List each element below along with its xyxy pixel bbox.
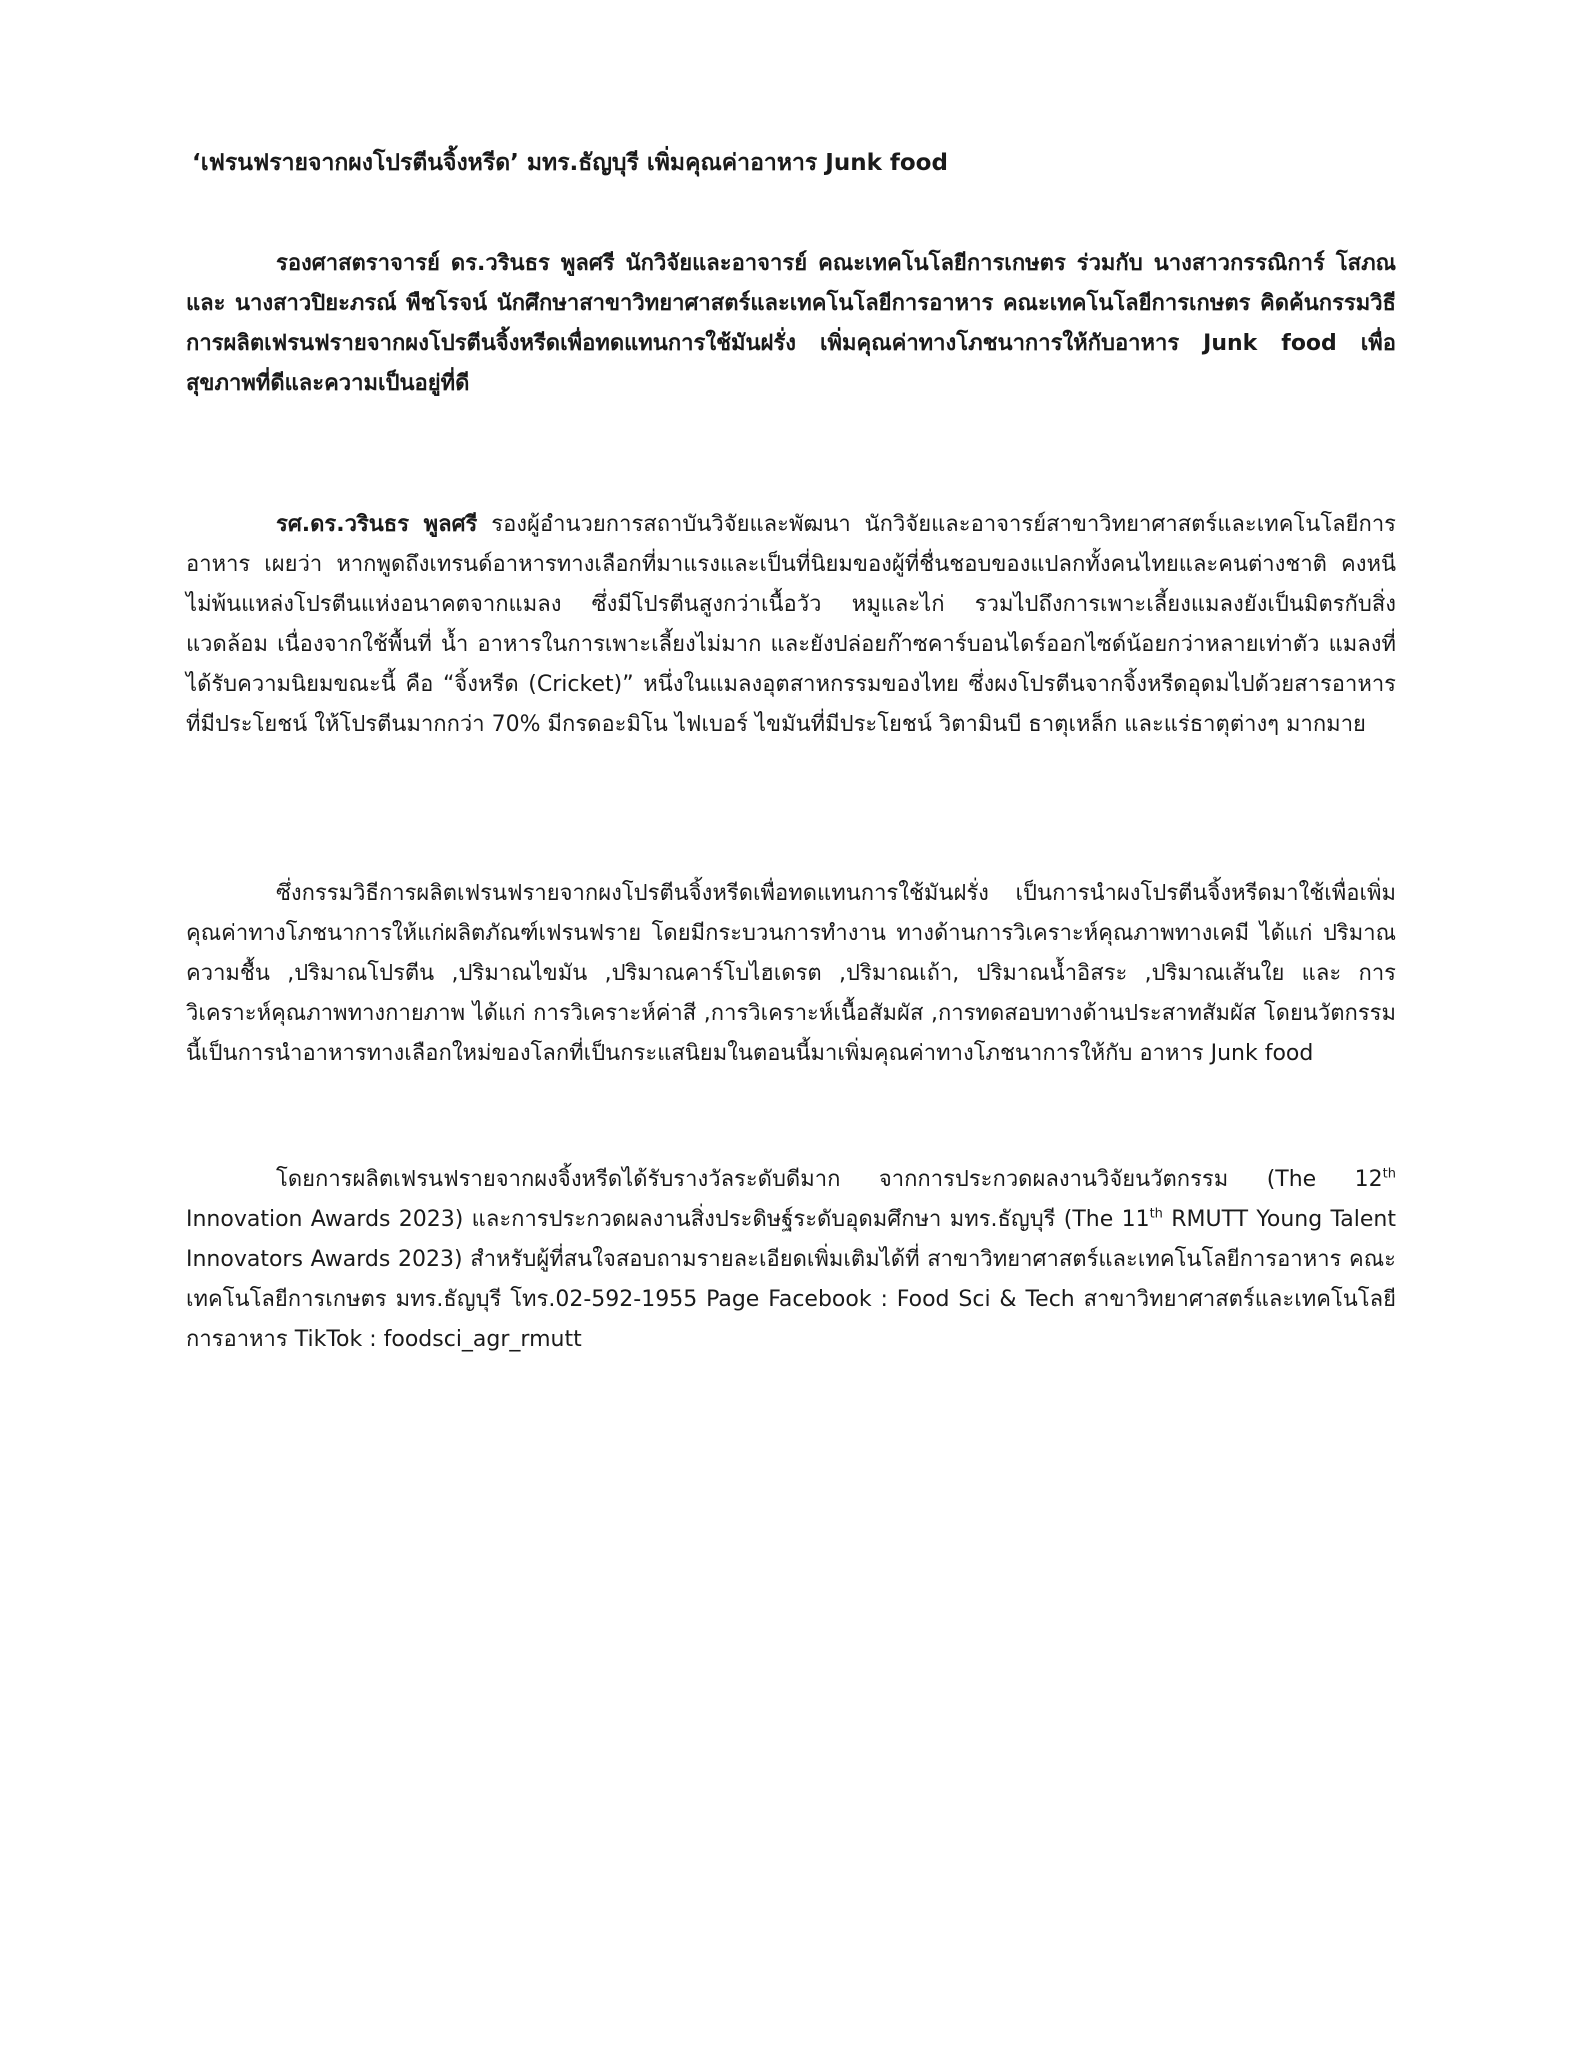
paragraph-4-part-3: RMUTT Young Talent Innovators Awards 2023) สำหรับผู้ที่สนใจสอบถามรายละเอียดเพิ่มเติมได้ที่ สาขาวิทยาศาสตร์และเทคโนโลยีการอาหาร คณะเทคโนโลยีการเกษตร มทร.ธัญบุรี โทร.02-592-1955 Page Facebook : Food Sci & Tech สาขาวิทยาศาสตร์และเทคโนโลยีการอาหาร TikTok : foodsci_agr_rmutt bbox=[186, 1207, 1396, 1352]
lead-paragraph-text: รองศาสตราจารย์ ดร.วรินธร พูลศรี นักวิจัยและอาจารย์ คณะเทคโนโลยีการเกษตร ร่วมกับ นางสาวกรรณิการ์ โสภณ และ นางสาวปิยะภรณ์ พืชโรจน์ นักศึกษาสาขาวิทยาศาสตร์และเทคโนโลยีการอาหาร คณะเทคโนโลยีการเกษตร คิดค้นกรรมวิธีการผลิตเฟรนฟรายจากผงโปรตีนจิ้งหรีดเพื่อทดแทนการใช้มันฝรั่ง เพิ่มคุณค่าทางโภชนาการให้กับอาหาร Junk food เพื่อสุขภาพที่ดีและความเป็นอยู่ที่ดี bbox=[186, 251, 1396, 396]
ordinal-suffix-2: th bbox=[1149, 1206, 1163, 1222]
lead-paragraph bbox=[186, 244, 1396, 404]
paragraph-2-text bbox=[186, 505, 1396, 745]
paragraph-4 bbox=[186, 1160, 1396, 1360]
paragraph-3-text: ซึ่งกรรมวิธีการผลิตเฟรนฟรายจากผงโปรตีนจิ้งหรีดเพื่อทดแทนการใช้มันฝรั่ง เป็นการนำผงโปรตีนจิ้งหรีดมาใช้เพื่อเพิ่มคุณค่าทางโภชนาการให้แก่ผลิตภัณฑ์เฟรนฟราย โดยมีกระบวนการทำงาน ทางด้านการวิเคราะห์คุณภาพทางเคมี ได้แก่ ปริมาณความชื้น ,ปริมาณโปรตีน ,ปริมาณไขมัน ,ปริมาณคาร์โบไฮเดรต ,ปริมาณเถ้า, ปริมาณน้ำอิสระ ,ปริมาณเส้นใย และ การวิเคราะห์คุณภาพทางกายภาพ ได้แก่ การวิเคราะห์ค่าสี ,การวิเคราะห์เนื้อสัมผัส ,การทดสอบทางด้านประสาทสัมผัส โดยนวัตกรรมนี้เป็นการนำอาหารทางเลือกใหม่ของโลกที่เป็นกระแสนิยมในตอนนี้มาเพิ่มคุณค่าทางโภชนาการให้กับ อาหาร Junk food bbox=[186, 881, 1396, 1066]
paragraph-4-part-1: โดยการผลิตเฟรนฟรายจากผงจิ้งหรีดได้รับรางวัลระดับดีมาก จากการประกวดผลงานวิจัยนวัตกรรม (The 12 bbox=[276, 1167, 1383, 1192]
paragraph-3 bbox=[186, 874, 1396, 1074]
paragraph-2-body: รองผู้อำนวยการสถาบันวิจัยและพัฒนา นักวิจัยและอาจารย์สาขาวิทยาศาสตร์และเทคโนโลยีการอาหาร เผยว่า หากพูดถึงเทรนด์อาหารทางเลือกที่มาแรงและเป็นที่นิยมของผู้ที่ชื่นชอบของแปลกทั้งคนไทยและคนต่างชาติ คงหนีไม่พ้นแหล่งโปรตีนแห่งอนาคตจากแมลง ซึ่งมีโปรตีนสูงกว่าเนื้อวัว หมูและไก่ รวมไปถึงการเพาะเลี้ยงแมลงยังเป็นมิตรกับสิ่งแวดล้อม เนื่องจากใช้พื้นที่ น้ำ อาหารในการเพาะเลี้ยงไม่มาก และยังปล่อยก๊าซคาร์บอนไดร์ออกไซด์น้อยกว่าหลายเท่าตัว แมลงที่ได้รับความนิยมขณะนี้ คือ “จิ้งหรีด (Cricket)” หนึ่งในแมลงอุตสาหกรรมของไทย ซึ่งผงโปรตีนจากจิ้งหรีดอุดมไปด้วยสารอาหารที่มีประโยชน์ ให้โปรตีนมากกว่า 70% มีกรดอะมิโน ไฟเบอร์ ไขมันที่มีประโยชน์ วิตามินบี ธาตุเหล็ก และแร่ธาตุต่างๆ มากมาย bbox=[186, 512, 1396, 737]
ordinal-suffix-1: th bbox=[1382, 1166, 1396, 1182]
researcher-name: รศ.ดร.วรินธร พูลศรี bbox=[276, 512, 478, 537]
paragraph-2 bbox=[186, 505, 1396, 745]
document-title: ‘เฟรนฟรายจากผงโปรตีนจิ้งหรีด’ มทร.ธัญบุรี เพิ่มคุณค่าอาหาร Junk food bbox=[192, 150, 948, 176]
paragraph-4-text bbox=[186, 1160, 1396, 1360]
paragraph-4-part-2: Innovation Awards 2023) และการประกวดผลงานสิ่งประดิษฐ์ระดับอุดมศึกษา มทร.ธัญบุรี (The 11 bbox=[186, 1207, 1150, 1232]
